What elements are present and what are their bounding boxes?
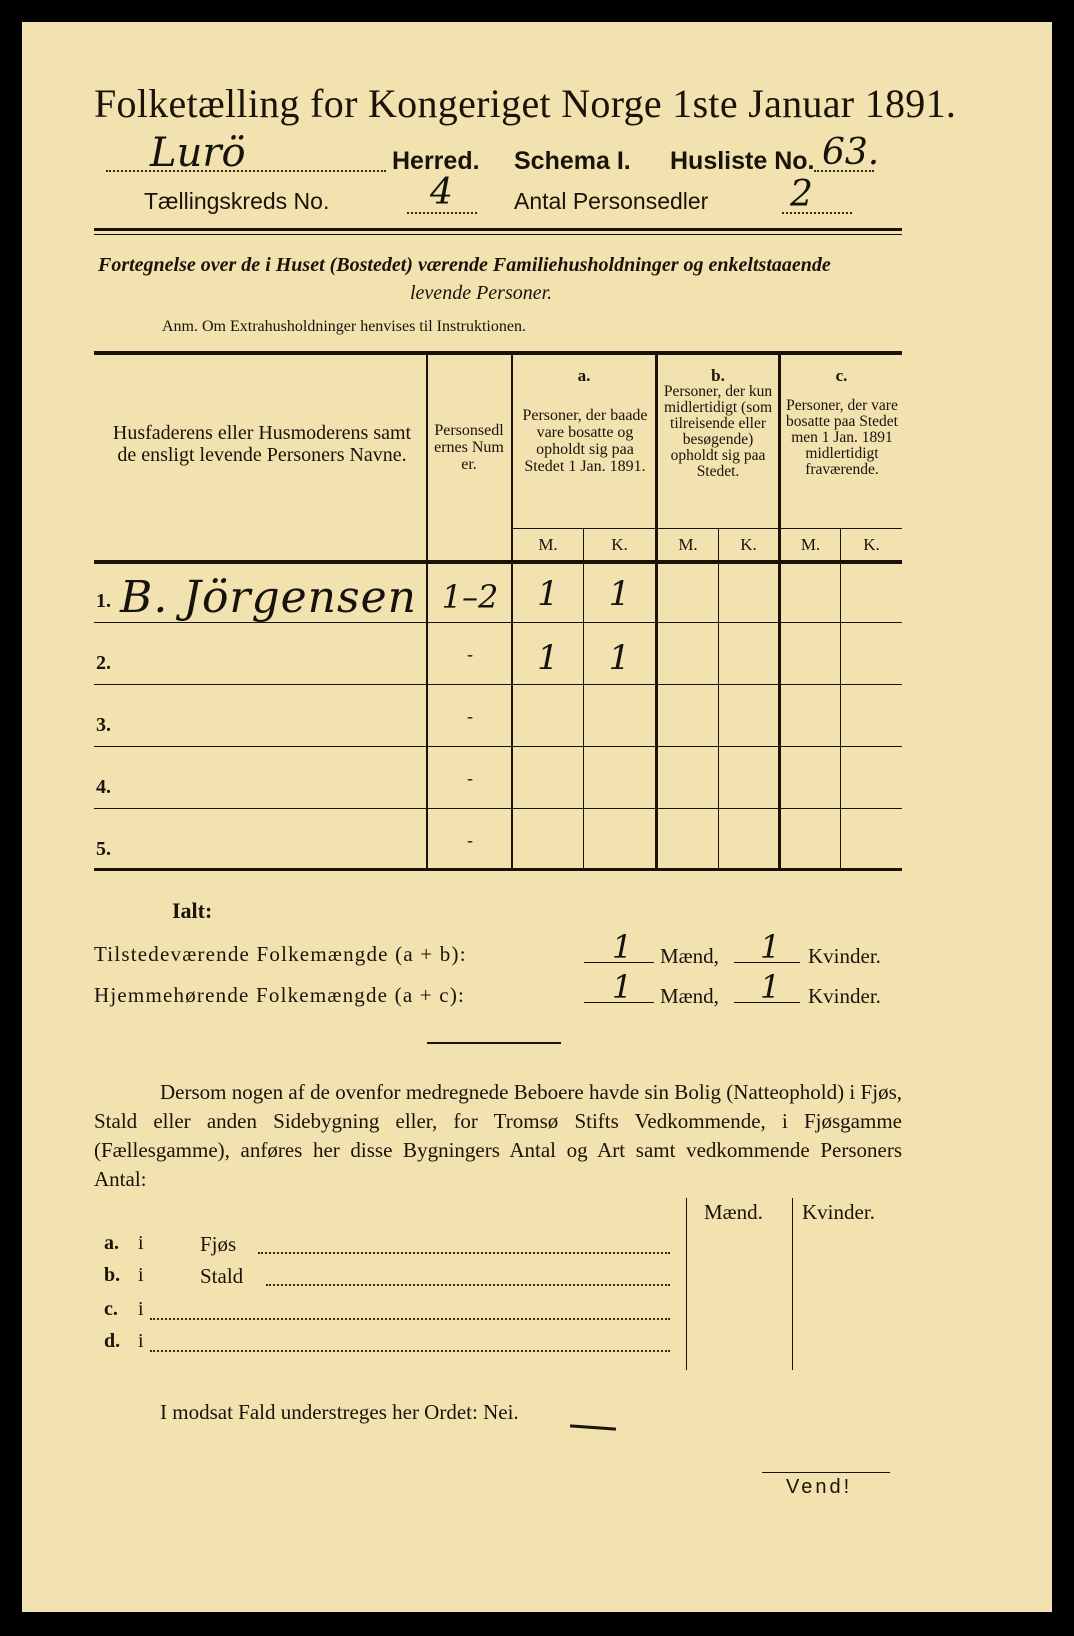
herred-value: Lurö bbox=[150, 130, 246, 176]
kreds-value: 4 bbox=[430, 172, 453, 213]
row-number: 4. bbox=[96, 776, 111, 798]
person-numer: - bbox=[467, 644, 473, 664]
hjemme-label: Hjemmehørende Folkemængde (a + c): bbox=[94, 983, 466, 1007]
c-k-label: K. bbox=[863, 535, 880, 554]
a-m-value: 1 bbox=[537, 638, 559, 678]
col-header-c: Personer, der vare bosatte paa Stedet men 1 Jan. 1891 midlertidigt fraværende. bbox=[786, 397, 898, 478]
col-header-a: Personer, der baade vare bosatte og opholdt sig paa Stedet 1 Jan. 1891. bbox=[522, 407, 648, 475]
row-rule-2 bbox=[94, 684, 902, 685]
a-k-label: K. bbox=[611, 535, 628, 554]
buildings-col-divider-2 bbox=[792, 1198, 793, 1370]
tilstede-kvinder-label: Kvinder. bbox=[808, 944, 881, 968]
building-letter: c. bbox=[104, 1298, 118, 1320]
intro-line-2: levende Personer. bbox=[410, 282, 553, 304]
buildings-maend-header: Mænd. bbox=[704, 1200, 763, 1224]
row-number: 5. bbox=[96, 838, 111, 860]
schema-label: Schema I. bbox=[514, 147, 631, 175]
col-header-b-letter: b. bbox=[711, 366, 725, 385]
a-m-value: 1 bbox=[537, 574, 559, 614]
row-number: 3. bbox=[96, 714, 111, 736]
intro-note: Anm. Om Extrahusholdninger henvises til Instruktionen. bbox=[162, 318, 526, 335]
antal-value: 2 bbox=[790, 174, 813, 215]
building-dotted-line bbox=[258, 1252, 670, 1254]
b-k-label: K. bbox=[740, 535, 757, 554]
building-letter: b. bbox=[104, 1264, 121, 1286]
tilstede-kvinder-value: 1 bbox=[760, 928, 781, 966]
row-number: 1. bbox=[96, 590, 111, 612]
section-divider bbox=[427, 1042, 561, 1044]
hjemme-kvinder-value: 1 bbox=[760, 968, 781, 1006]
hjemme-maend-label: Mænd, bbox=[660, 984, 719, 1008]
building-prefix: i bbox=[138, 1330, 144, 1352]
building-letter: a. bbox=[104, 1232, 119, 1254]
building-prefix: i bbox=[138, 1232, 144, 1254]
building-dotted-line bbox=[150, 1318, 670, 1320]
col-divider-b bbox=[778, 355, 781, 868]
person-numer: - bbox=[467, 830, 473, 850]
col-header-c-letter: c. bbox=[835, 366, 848, 385]
a-k-value: 1 bbox=[608, 638, 631, 678]
antal-label: Antal Personsedler bbox=[514, 188, 709, 214]
tilstede-maend-label: Mænd, bbox=[660, 944, 719, 968]
a-k-value: 1 bbox=[608, 574, 631, 614]
hjemme-kvinder-label: Kvinder. bbox=[808, 984, 881, 1008]
vend-label: Vend! bbox=[786, 1476, 853, 1498]
ialt-label: Ialt: bbox=[172, 898, 213, 923]
form-title: Folketælling for Kongeriget Norge 1ste Januar 1891. bbox=[94, 81, 957, 126]
col-header-num: Personsedlernes Numer. bbox=[434, 422, 504, 473]
building-letter: d. bbox=[104, 1330, 121, 1352]
building-dotted-line bbox=[266, 1284, 670, 1286]
husliste-value: 63. bbox=[822, 132, 880, 173]
kreds-label: Tællingskreds No. bbox=[144, 188, 330, 214]
c-m-label: M. bbox=[800, 535, 821, 554]
row-rule-3 bbox=[94, 746, 902, 747]
building-prefix: i bbox=[138, 1264, 144, 1286]
nei-line: I modsat Fald understreges her Ordet: Nei. bbox=[160, 1400, 519, 1424]
header-rule-thin bbox=[94, 234, 902, 235]
vend-rule bbox=[762, 1472, 890, 1473]
nei-underline-stroke bbox=[570, 1424, 616, 1430]
table-bottom-rule bbox=[94, 868, 902, 871]
mk-divider-c bbox=[840, 528, 841, 868]
person-numer: - bbox=[467, 706, 473, 726]
buildings-col-divider-1 bbox=[686, 1198, 687, 1370]
buildings-paragraph: Dersom nogen af de ovenfor medregnede Beboere havde sin Bolig (Natteophold) i Fjøs, Stald eller anden Sidebygning eller, for Tromsø Stifts Vedkommende, i Fjøsgamme (Fællesgamme), anføres her disse Bygningers Antal og Art samt vedkommende Personers Antal: bbox=[94, 1080, 902, 1191]
herred-label: Herred. bbox=[392, 147, 480, 175]
building-name: Fjøs bbox=[200, 1232, 237, 1256]
herred-dotted-line bbox=[106, 170, 386, 172]
intro-line-1: Fortegnelse over de i Huset (Bostedet) værende Familiehusholdninger og enkeltstaaende bbox=[98, 254, 831, 276]
census-form-page bbox=[22, 22, 1052, 1612]
b-m-label: M. bbox=[678, 535, 698, 554]
husliste-label: Husliste No. bbox=[670, 147, 815, 175]
buildings-kvinder-header: Kvinder. bbox=[802, 1200, 875, 1224]
row-number: 2. bbox=[96, 652, 111, 674]
header-rule bbox=[94, 228, 902, 231]
building-prefix: i bbox=[138, 1298, 144, 1320]
hjemme-maend-value: 1 bbox=[612, 968, 633, 1006]
row-rule-4 bbox=[94, 808, 902, 809]
mk-subheader-rule bbox=[512, 528, 902, 529]
building-dotted-line bbox=[150, 1350, 670, 1352]
a-m-label: M. bbox=[538, 535, 558, 554]
col-header-a-letter: a. bbox=[577, 366, 591, 385]
person-numer: - bbox=[467, 768, 473, 788]
col-divider-a bbox=[655, 355, 658, 868]
person-name: B. Jörgensen bbox=[120, 572, 417, 623]
building-name: Stald bbox=[200, 1264, 244, 1288]
col-header-b: Personer, der kun midlertidigt (som tilreisende eller besøgende) opholdt sig paa Stedet. bbox=[663, 383, 773, 480]
col-header-name: Husfaderens eller Husmoderens samt de ensligt levende Personers Navne. bbox=[112, 422, 412, 466]
person-numer: 1–2 bbox=[441, 578, 499, 616]
tilstede-maend-value: 1 bbox=[612, 928, 633, 966]
mk-divider-b bbox=[718, 528, 719, 868]
tilstede-label: Tilstedeværende Folkemængde (a + b): bbox=[94, 942, 467, 966]
